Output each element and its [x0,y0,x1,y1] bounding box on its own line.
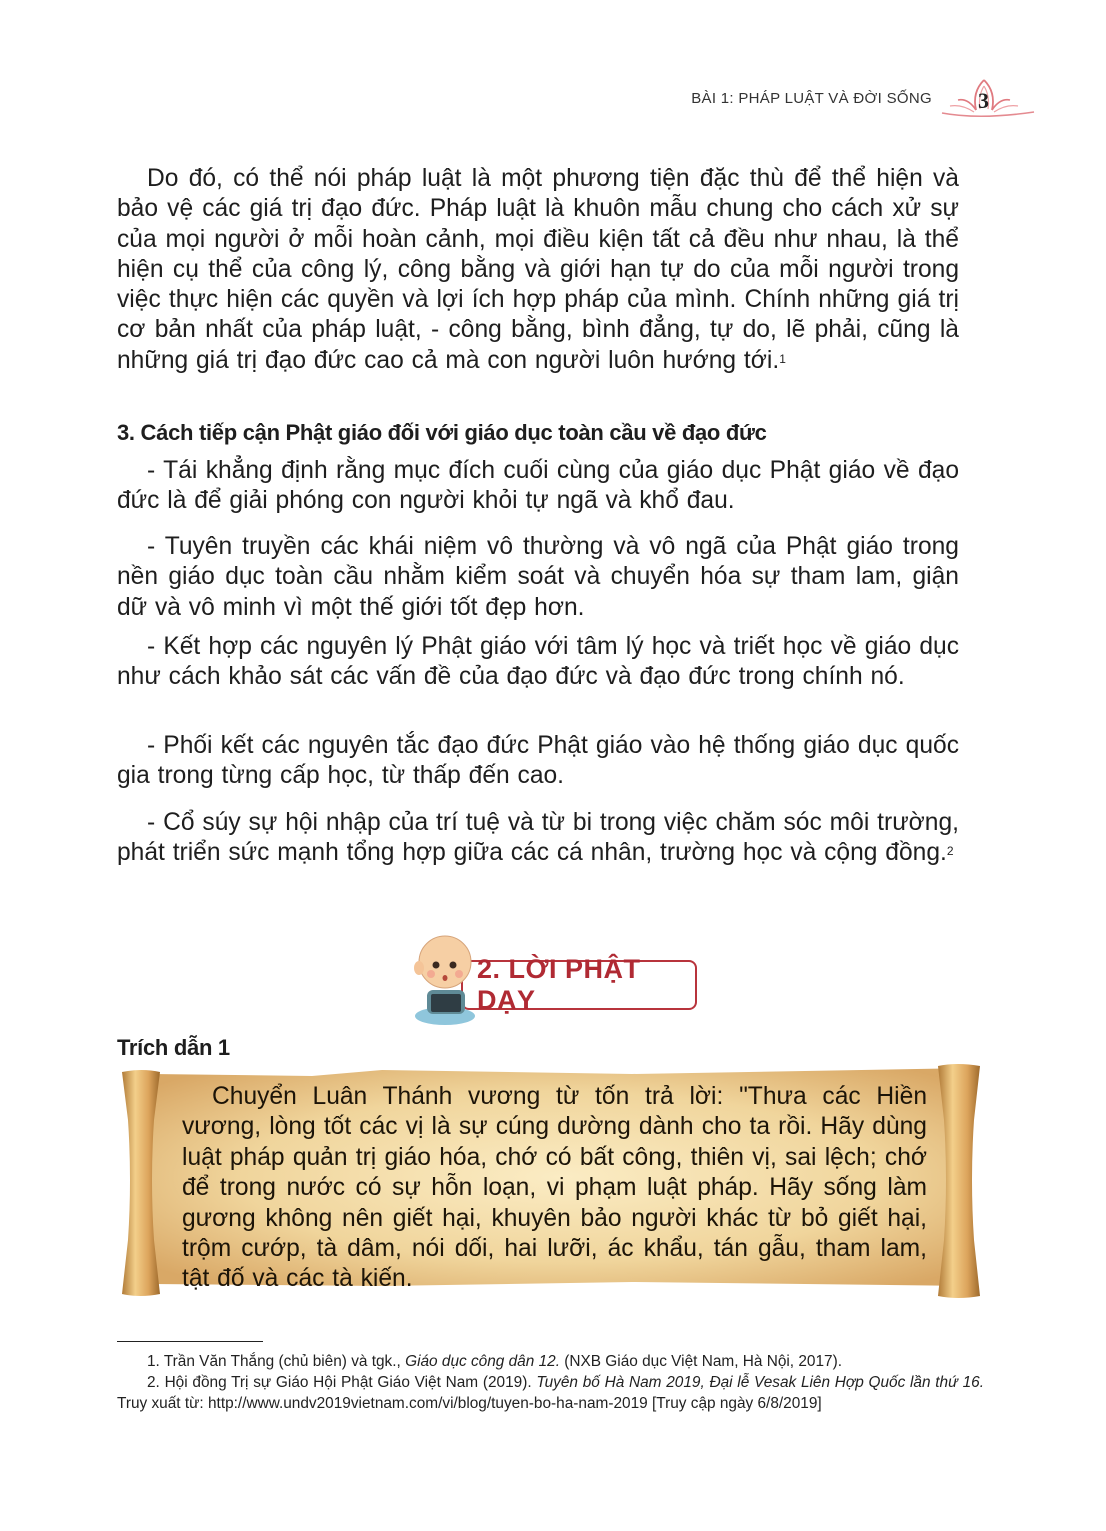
quote-heading-wrap [117,1035,959,1061]
list-item: - Cổ súy sự hội nhập của trí tuệ và từ bi trong việc chăm sóc môi trường, phát triển sức mạnh tổng hợp giữa các cá nhân, trường học và cộng đồng.$^2$ [117,809,959,867]
chapter-title: BÀI 1: PHÁP LUẬT VÀ ĐỜI SỐNG [691,89,932,107]
monk-character-icon [405,928,495,1028]
list-item: - Kết hợp các nguyên lý Phật giáo với tâm lý học và triết học về giáo dục như cách khảo sát các vấn đề của đạo đức và đạo đức trong chính nó. [117,633,959,691]
badge-frame [461,954,697,1015]
section-3-item-5 [117,808,959,869]
list-item: - Tái khẳng định rằng mục đích cuối cùng của giáo dục Phật giáo về đạo đức là để giải phóng con người khỏi tự ngã và khổ đau. [117,457,959,515]
footnote-divider [117,1341,263,1342]
list-item: - Phối kết các nguyên tắc đạo đức Phật giáo vào hệ thống giáo dục quốc gia trong từng cấp học, từ thấp đến cao. [117,732,959,790]
quote-heading: Trích dẫn 1 [117,1035,230,1060]
section-heading: 3. Cách tiếp cận Phật giáo đối với giáo dục toàn cầu về đạo đức [117,420,767,445]
footnotes [117,1351,984,1414]
list-item: - Tuyên truyền các khái niệm vô thường và vô ngã của Phật giáo trong nền giáo dục toàn cầu nhằm kiểm soát và chuyển hóa sự tham lam, giận dữ và vô minh vì một thế giới tốt đẹp hơn. [117,533,959,621]
quote-scroll [112,1060,992,1300]
section-3-item-2 [117,532,959,623]
section-3 [117,420,959,446]
footnote-1: 1. Trần Văn Thắng (chủ biên) và tgk., Giáo dục công dân 12. (NXB Giáo dục Việt Nam, Hà Nội, 2017). [147,1353,842,1370]
section-3-item-1 [117,456,959,517]
intro-paragraph: Do đó, có thể nói pháp luật là một phương tiện đặc thù để thể hiện và bảo vệ các giá trị đạo đức. Pháp luật là khuôn mẫu chung cho cách xử sự của mọi người ở mỗi hoàn cảnh, mọi điều kiện tất cả đều như nhau, là thể hiện cụ thể của công lý, công bằng và giới hạn tự do của mỗi người trong việc thực hiện các quyền và lợi ích hợp pháp của mình. Chính những giá trị cơ bản nhất của pháp luật, - công bằng, bình đẳng, tự do, lẽ phải, cũng là những giá trị đạo đức cao cả mà con người luôn hướng tới.$^1$ [117,165,959,374]
section-3-item-4 [117,731,959,792]
footnote-2: 2. Hội đồng Trị sự Giáo Hội Phật Giáo Việt Nam (2019). Tuyên bố Hà Nam 2019, Đại lễ Vesak Liên Hợp Quốc lần thứ 16. Truy xuất từ: http://www.undv2019vietnam.com/vi/blog/tuyen-bo-ha-nam-2019 [Truy cập ngày 6/8/2019] [117,1374,984,1412]
page-number-ornament [940,76,1036,120]
page-header [691,76,1036,120]
footnote-ref: 1 [779,351,786,366]
badge-label: 2. LỜI PHẬT DẠY [477,954,641,1015]
section-3-item-3 [117,632,959,693]
footnote-ref: 2 [946,844,954,859]
section-badge [405,928,705,1028]
page-number: 3 [978,88,989,113]
quote-text: Chuyển Luân Thánh vương từ tốn trả lời: "Thưa các Hiền vương, lòng tốt các vị là sự cúng dường dành cho ta rồi. Hãy dùng luật pháp quản trị giáo hóa, chớ có bất công, thiên vị, sai lệch; chớ để trong nước có sự hỗn loạn, vi phạm luật pháp. Hãy sống làm gương không nên giết hại, khuyên bảo người khác từ bỏ giết hại, trộm cướp, tà dâm, nói dối, hai lưỡi, ác khẩu, tán gẫu, tham lam, tật đố và các tà kiến. [182,1083,927,1293]
intro-section [117,164,959,376]
